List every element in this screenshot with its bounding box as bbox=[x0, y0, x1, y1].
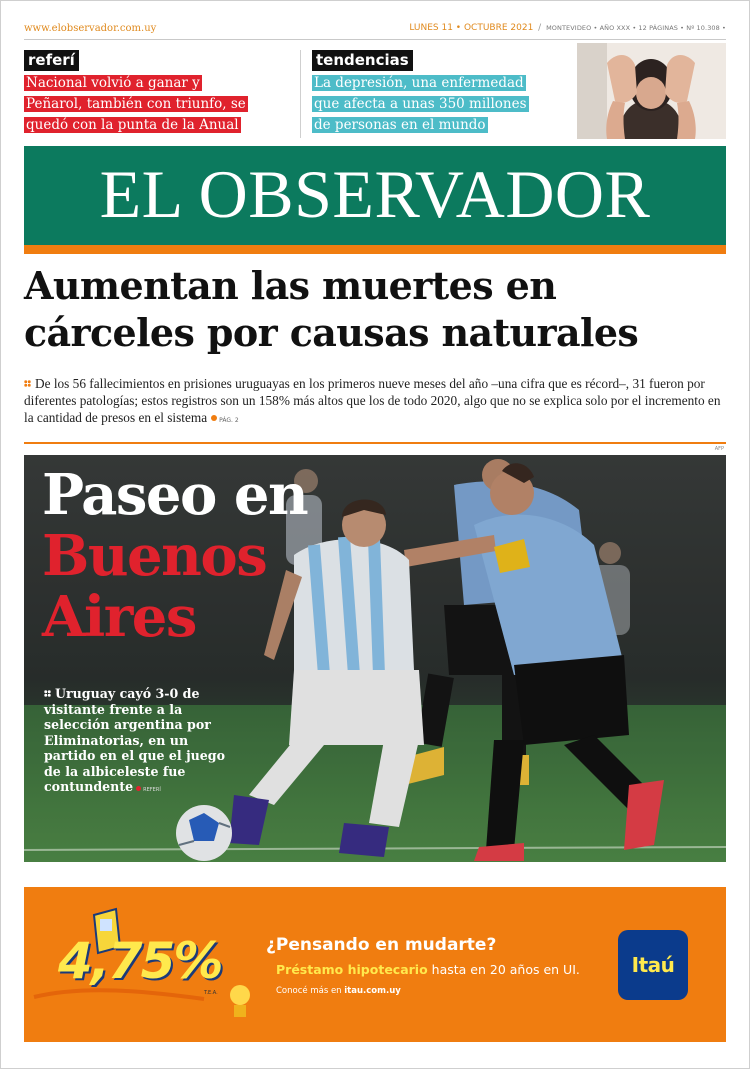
deck-text: De los 56 fallecimientos en prisiones uruguayas en los primeros nueve meses del año –una cifra que es récord–, 31 fueron por diferentes patologías; estos registros son un 158% más altos que los de todo 2020, algo que no se explica solo por el incremento en la cantidad de presos en el sistema bbox=[24, 376, 721, 425]
teaser-line-text: La depresión, una enfermedad bbox=[314, 75, 524, 91]
ad-subline bbox=[276, 962, 580, 977]
hero-caption-text: Uruguay cayó 3-0 de visitante frente a la selección argentina por Eliminatorias, en un partido en el que el juego de la albiceleste fue contundente bbox=[44, 686, 225, 794]
bullet-icon bbox=[44, 690, 51, 697]
hero-photo-story[interactable] bbox=[24, 455, 726, 862]
teaser-line-text: Peñarol, también con triunfo, se bbox=[26, 96, 246, 112]
dateline bbox=[409, 23, 726, 33]
depression-photo-illustration bbox=[577, 43, 726, 139]
ad-rate-label: T.E.A. bbox=[204, 990, 218, 996]
teaser-line bbox=[312, 93, 574, 113]
issue-meta: MONTEVIDEO • AÑO XXX • 12 PÁGINAS • Nº 10.308 • bbox=[546, 24, 726, 32]
dateline-separator: / bbox=[538, 23, 542, 33]
photo-credit: AFP bbox=[714, 446, 724, 452]
masthead[interactable] bbox=[24, 146, 726, 245]
headline-line: Aumentan las muertes en bbox=[24, 263, 557, 308]
hero-title-line: Paseo en bbox=[42, 462, 308, 528]
ad-subline-highlight: Préstamo hipotecario bbox=[276, 962, 428, 977]
hero-title-line: Buenos bbox=[42, 523, 267, 589]
teaser-tag: referí bbox=[24, 50, 79, 71]
teaser-line-text: Nacional volvió a ganar y bbox=[26, 75, 200, 91]
teaser-line bbox=[24, 93, 294, 113]
main-headline[interactable] bbox=[24, 262, 726, 356]
ad-more-prefix: Conocé más en bbox=[276, 986, 345, 996]
teaser-tag: tendencias bbox=[312, 50, 413, 71]
top-strip bbox=[24, 20, 726, 40]
newspaper-name: EL OBSERVADOR bbox=[99, 156, 651, 232]
section-ref-dot-icon bbox=[136, 786, 141, 791]
main-deck bbox=[24, 375, 726, 429]
ad-link[interactable]: itau.com.uy bbox=[344, 986, 401, 996]
ad-more bbox=[276, 986, 401, 996]
page-reference: PÁG. 2 bbox=[219, 417, 239, 424]
teaser-photo[interactable] bbox=[577, 43, 726, 139]
page-ref-dot-icon bbox=[211, 415, 217, 421]
hero-title bbox=[42, 462, 308, 650]
section-reference: REFERÍ bbox=[143, 787, 161, 793]
itau-advertisement[interactable] bbox=[24, 887, 726, 1042]
issue-date: LUNES 11 • OCTUBRE 2021 bbox=[409, 23, 534, 33]
ad-question: ¿Pensando en mudarte? bbox=[266, 935, 497, 955]
hero-caption bbox=[44, 686, 239, 799]
ad-rate: 4,75% bbox=[58, 932, 222, 990]
section-rule bbox=[24, 442, 726, 444]
teaser-tendencias[interactable] bbox=[312, 50, 574, 134]
itau-logo-text: Itaú bbox=[631, 953, 675, 977]
itau-logo[interactable] bbox=[618, 930, 688, 1000]
teaser-line bbox=[312, 72, 574, 92]
masthead-accent-bar bbox=[24, 245, 726, 254]
teaser-divider bbox=[300, 50, 301, 138]
teaser-line bbox=[24, 72, 294, 92]
teaser-line-text: que afecta a unas 350 millones bbox=[314, 96, 527, 112]
teaser-referi[interactable] bbox=[24, 50, 294, 134]
teaser-line-text: de personas en el mundo bbox=[314, 117, 486, 133]
bullet-icon bbox=[24, 380, 31, 387]
teaser-line bbox=[312, 114, 574, 134]
ad-subline-rest: hasta en 20 años en UI. bbox=[427, 962, 580, 977]
teaser-line bbox=[24, 114, 294, 134]
site-url[interactable]: www.elobservador.com.uy bbox=[24, 23, 157, 34]
hero-title-line: Aires bbox=[42, 584, 196, 650]
teaser-line-text: quedó con la punta de la Anual bbox=[26, 117, 239, 133]
headline-line: cárceles por causas naturales bbox=[24, 310, 639, 355]
